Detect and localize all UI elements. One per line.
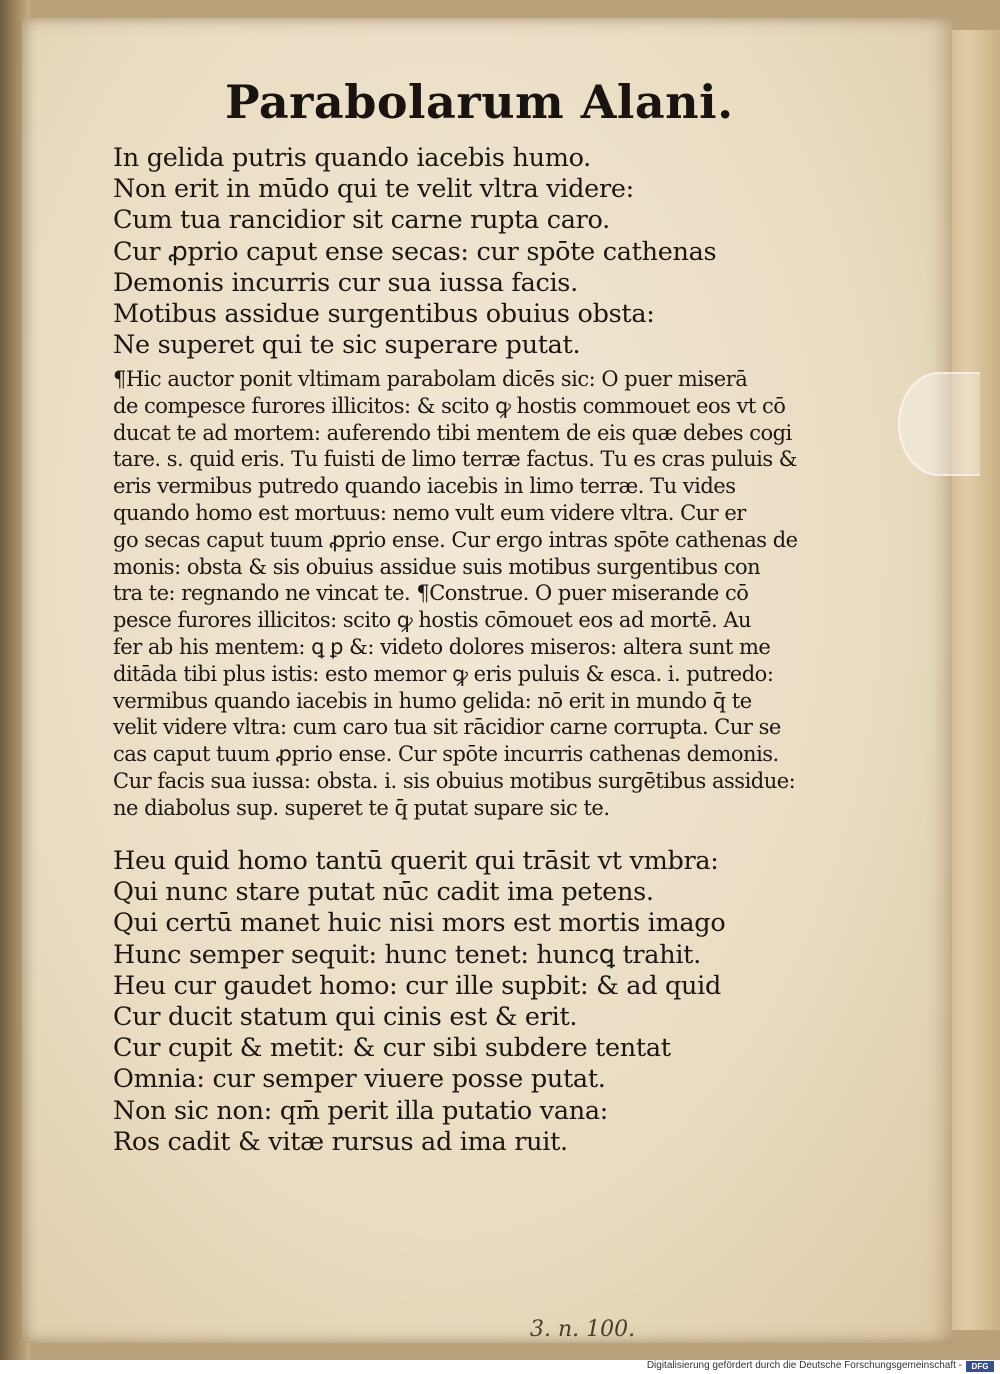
commentary-block [113,366,798,822]
verse-line: Hunc semper sequit: hunc tenet: huncꝗ trahit. [113,939,701,970]
plastic-clip [898,372,980,476]
commentary-line: velit videre vltra: cum caro tua sit rācidior carne corrupta. Cur se [113,715,781,740]
verse-line: Non sic non: qm̄ perit illa putatio vana: [113,1095,609,1126]
verse-line: Ne superet qui te sic superare putat. [113,330,581,361]
commentary-line: cas caput tuum ꝓprio ense. Cur spōte incurris cathenas demonis. [113,742,779,767]
verse-line: Heu quid homo tantū querit qui trāsit vt vmbra: [113,846,719,876]
verse-line: Heu cur gaudet homo: cur ille supbit: & ad quid [113,970,722,1001]
commentary-line: ducat te ad mortem: auferendo tibi mentem de eis quæ debes cogi [113,420,792,445]
book-edge-right [945,30,1000,1330]
verse-line: Cur ꝓprio caput ense secas: cur spōte cathenas [113,236,717,267]
verse-line: Cum tua rancidior sit carne rupta caro. [113,205,610,236]
verse-line: In gelida putris quando iacebis humo. [113,143,591,173]
verse-line: Qui certū manet huic nisi mors est mortis imago [113,908,726,939]
verse-line: Non erit in mūdo qui te velit vltra videre: [113,174,634,205]
commentary-line: eris vermibus putredo quando iacebis in limo terræ. Tu vides [113,474,736,499]
commentary-line: monis: obsta & sis obuius assidue suis motibus surgentibus con [113,554,761,579]
verse-line: Omnia: cur semper viuere posse putat. [113,1064,606,1095]
verse-line: Qui nunc stare putat nūc cadit ima petens. [113,877,654,908]
verse-line: Demonis incurris cur sua iussa facis. [113,267,578,298]
verse-line: Cur ducit statum qui cinis est & erit. [113,1002,578,1033]
commentary-line: de compesce furores illicitos: & scito ꝙ hostis commouet eos vt cō [113,393,786,418]
commentary-line: ne diabolus sup. superet te q̄ putat supare sic te. [113,795,610,820]
footer-bar [0,1360,1000,1374]
verse-line: Ros cadit & vitæ rursus ad ima ruit. [113,1126,568,1157]
commentary-line: go secas caput tuum ꝓprio ense. Cur ergo intras spōte cathenas de [113,527,798,552]
commentary-line: ditāda tibi plus istis: esto memor ꝙ eris puluis & esca. i. putredo: [113,661,774,686]
commentary-line: pesce furores illicitos: scito ꝙ hostis cōmouet eos ad mortē. Au [113,608,752,633]
verse-top [113,143,773,361]
page-title: Parabolarum Alani. [225,75,734,129]
verse-line: Cur cupit & metit: & cur sibi subdere tentat [113,1033,671,1064]
commentary-line: tare. s. quid eris. Tu fuisti de limo terræ factus. Tu es cras puluis & [113,447,797,472]
commentary-line: Cur facis sua iussa: obsta. i. sis obuius motibus surgētibus assidue: [113,768,796,793]
commentary-line: quando homo est mortuus: nemo vult eum videre vltra. Cur er [113,500,746,525]
commentary-line: vermibus quando iacebis in humo gelida: nō erit in mundo q̄ te [113,688,752,713]
shelfmark: 3. n. 100. [530,1317,636,1342]
verse-bottom [113,846,773,1158]
verse-line: Motibus assidue surgentibus obuius obsta: [113,299,655,330]
footer-credit: Digitalisierung gefördert durch die Deutsche Forschungsgemeinschaft - [646,1360,962,1371]
commentary-line: tra te: regnando ne vincat te. ¶Construe. O puer miserande cō [113,581,749,606]
dfg-logo: DFG [966,1361,994,1372]
commentary-line: fer ab his mentem: ꝗ ꝑ &: videto dolores miseros: altera sunt me [113,634,771,659]
commentary-line: ¶Hic auctor ponit vltimam parabolam dicēs sic: O puer miserā [113,367,748,391]
